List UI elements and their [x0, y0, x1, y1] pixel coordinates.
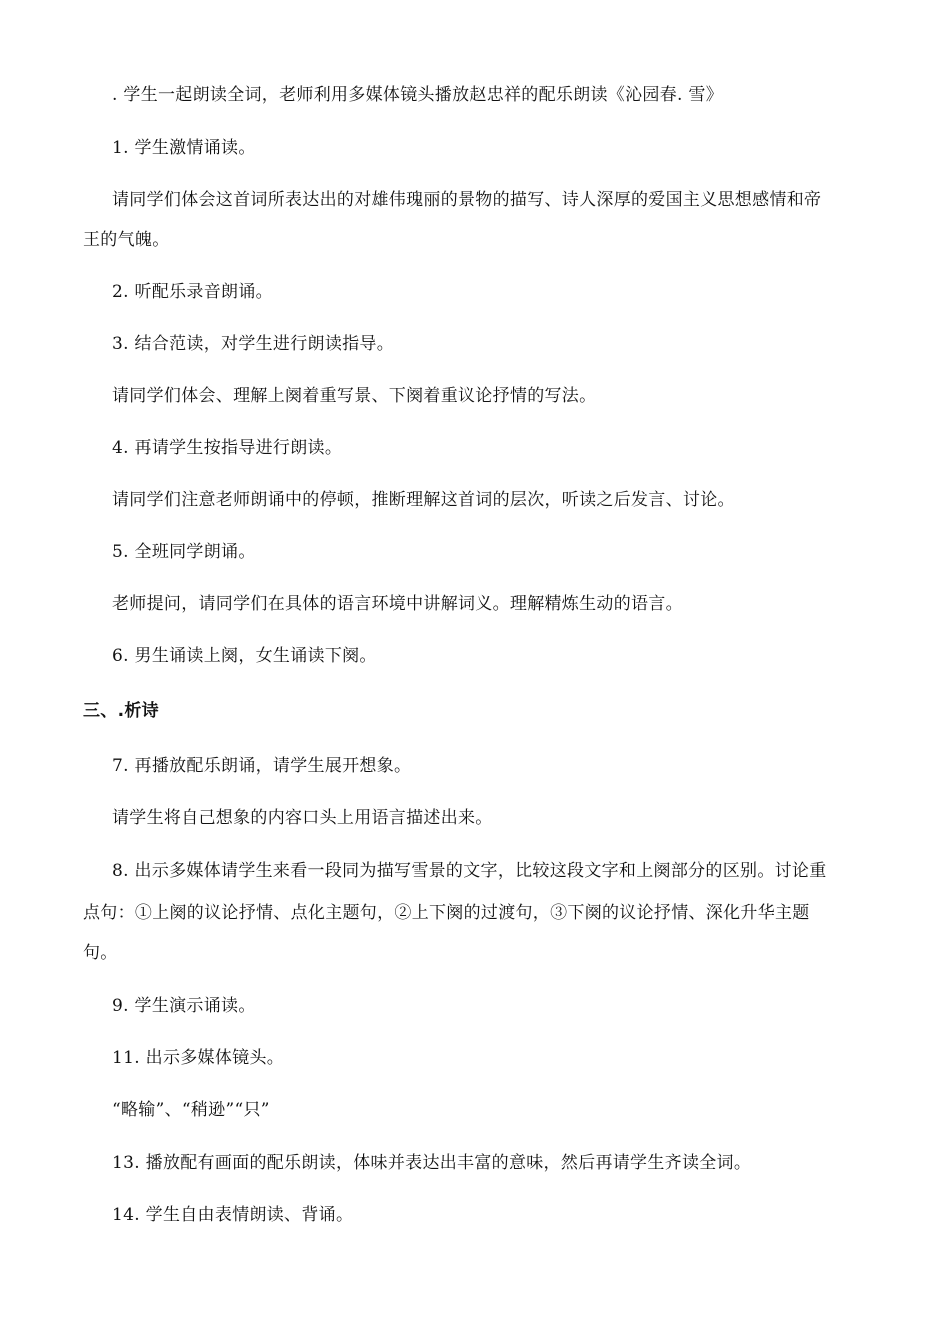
step-11: 11. 出示多媒体镜头。: [112, 1048, 285, 1068]
paragraph-appreciate-line-1: 请同学们体会这首词所表达出的对雄伟瑰丽的景物的描写、诗人深厚的爱国主义思想感情和帝: [112, 190, 822, 210]
step-9: 9. 学生演示诵读。: [112, 996, 256, 1016]
paragraph-structure: 请同学们体会、理解上阕着重写景、下阕着重议论抒情的写法。: [112, 386, 597, 406]
step-5: 5. 全班同学朗诵。: [112, 542, 256, 562]
step-4: 4. 再请学生按指导进行朗读。: [112, 438, 343, 458]
step-2: 2. 听配乐录音朗诵。: [112, 282, 273, 302]
paragraph-pauses: 请同学们注意老师朗诵中的停顿，推断理解这首词的层次，听读之后发言、讨论。: [112, 490, 735, 510]
paragraph-intro: . 学生一起朗读全词，老师利用多媒体镜头播放赵忠祥的配乐朗读《沁园春. 雪》: [112, 85, 724, 105]
step-1: 1. 学生激情诵读。: [112, 138, 256, 158]
paragraph-imagination: 请学生将自己想象的内容口头上用语言描述出来。: [112, 808, 493, 828]
step-8-line-2: 点句：①上阕的议论抒情、点化主题句，②上下阕的过渡句，③下阕的议论抒情、深化升华主题: [83, 903, 810, 923]
step-8-line-3: 句。: [83, 943, 118, 963]
keywords-line: “略输”、“稍逊”“只”: [112, 1100, 270, 1120]
paragraph-questions: 老师提问，请同学们在具体的语言环境中讲解词义。理解精炼生动的语言。: [112, 594, 683, 614]
step-13: 13. 播放配有画面的配乐朗读，体味并表达出丰富的意味，然后再请学生齐读全词。: [112, 1153, 752, 1173]
step-3: 3. 结合范读，对学生进行朗读指导。: [112, 334, 395, 354]
step-14: 14. 学生自由表情朗读、背诵。: [112, 1205, 354, 1225]
step-6: 6. 男生诵读上阕，女生诵读下阕。: [112, 646, 377, 666]
section-heading-analysis: 三、.析诗: [83, 701, 159, 721]
paragraph-appreciate-line-2: 王的气魄。: [83, 230, 170, 250]
step-7: 7. 再播放配乐朗诵，请学生展开想象。: [112, 756, 412, 776]
step-8-line-1: 8. 出示多媒体请学生来看一段同为描写雪景的文字，比较这段文字和上阕部分的区别。讨论重: [112, 861, 827, 881]
